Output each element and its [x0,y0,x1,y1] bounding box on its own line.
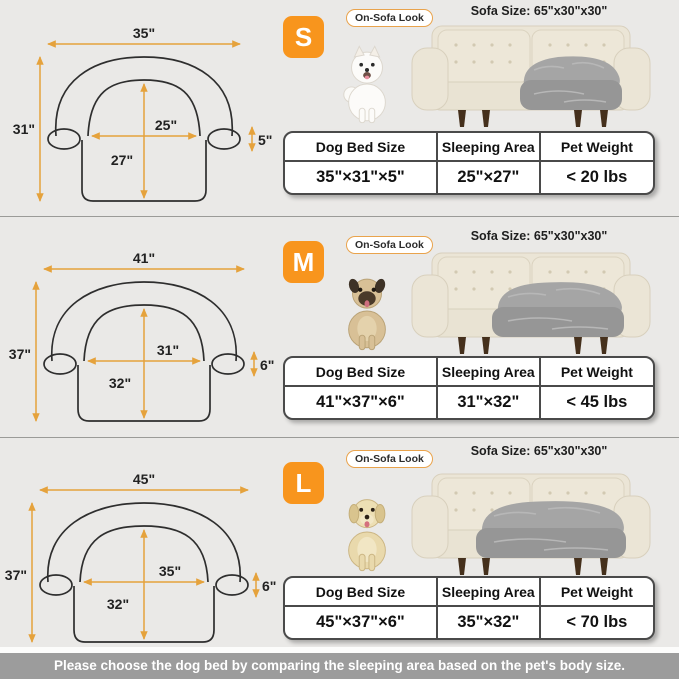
table-header-sleeping-area: Sleeping Area [436,578,541,607]
size-row-large [0,437,679,653]
footer-note: Please choose the dog bed by comparing the sleeping area based on the pet's body size. [0,653,679,679]
sofa-size-text: Sofa Size: 65"x30"x30" [470,4,608,18]
dimension-label-width: 45" [132,471,156,487]
table-header-sleeping-area: Sleeping Area [436,358,541,387]
dimension-arrows [32,490,256,642]
size-badge: M [283,241,324,283]
size-badge: L [283,462,324,504]
sofa-legs [458,110,608,127]
table-value-bed-size: 41"×37"×6" [316,393,405,411]
size-badge: S [283,16,324,58]
size-row-small [0,0,679,216]
table-header-bed-size: Dog Bed Size [285,578,436,607]
bed-on-sofa [492,282,624,337]
dog-illustration-labrador [338,490,396,576]
table-header-pet-weight: Pet Weight [541,578,653,607]
sofa-illustration [408,249,654,357]
bed-on-sofa [520,56,622,110]
dimension-arrows [36,269,254,421]
dimension-label-bolster: 6" [260,357,275,373]
dimension-label-bolster: 6" [262,578,276,594]
dimension-label-inner-width: 35" [158,563,182,579]
table-value-bed-size: 45"×37"×6" [316,613,405,631]
sofa-legs [458,337,608,354]
sofa-illustration [408,470,654,578]
bed-dimension-diagram [4,24,276,212]
bed-dimension-diagram [4,249,276,437]
table-value-bed-size: 35"×31"×5" [316,168,405,186]
dog-illustration-pomeranian [338,42,396,128]
sofa-size-text: Sofa Size: 65"x30"x30" [470,229,608,243]
dimension-label-bolster: 5" [258,132,273,148]
on-sofa-look-label: On-Sofa Look [346,236,433,254]
dog-illustration-pug [338,269,396,355]
sofa-legs [458,558,608,575]
table-header-pet-weight: Pet Weight [541,358,653,387]
dimension-label-width: 41" [132,250,156,266]
table-value-pet-weight: < 45 lbs [566,393,628,411]
table-value-sleeping-area: 25"×27" [436,162,541,193]
dimension-label-height: 31" [12,121,35,137]
table-header-bed-size: Dog Bed Size [285,358,436,387]
size-row-medium [0,216,679,437]
table-header-pet-weight: Pet Weight [541,133,653,162]
sofa-size-text: Sofa Size: 65"x30"x30" [470,444,608,458]
table-value-pet-weight: < 70 lbs [566,613,628,631]
dimension-label-height: 37" [4,567,27,583]
sofa-illustration [408,22,654,130]
spec-table [283,131,655,195]
dimension-label-inner-width: 31" [156,342,180,358]
dimension-label-height: 37" [8,346,31,362]
dimension-label-inner-width: 25" [154,117,178,133]
bed-dimension-diagram [4,470,276,658]
on-sofa-look-label: On-Sofa Look [346,450,433,468]
dimension-arrows [40,44,252,201]
dimension-label-inner-height: 32" [108,375,132,391]
table-header-bed-size: Dog Bed Size [285,133,436,162]
dimension-label-inner-height: 27" [110,152,134,168]
on-sofa-look-label: On-Sofa Look [346,9,433,27]
dimension-label-width: 35" [132,25,156,41]
bed-on-sofa [476,501,626,558]
spec-table [283,356,655,420]
table-value-sleeping-area: 35"×32" [436,607,541,638]
spec-table [283,576,655,640]
table-header-sleeping-area: Sleeping Area [436,133,541,162]
dimension-label-inner-height: 32" [106,596,130,612]
table-value-sleeping-area: 31"×32" [436,387,541,418]
table-value-pet-weight: < 20 lbs [566,168,628,186]
